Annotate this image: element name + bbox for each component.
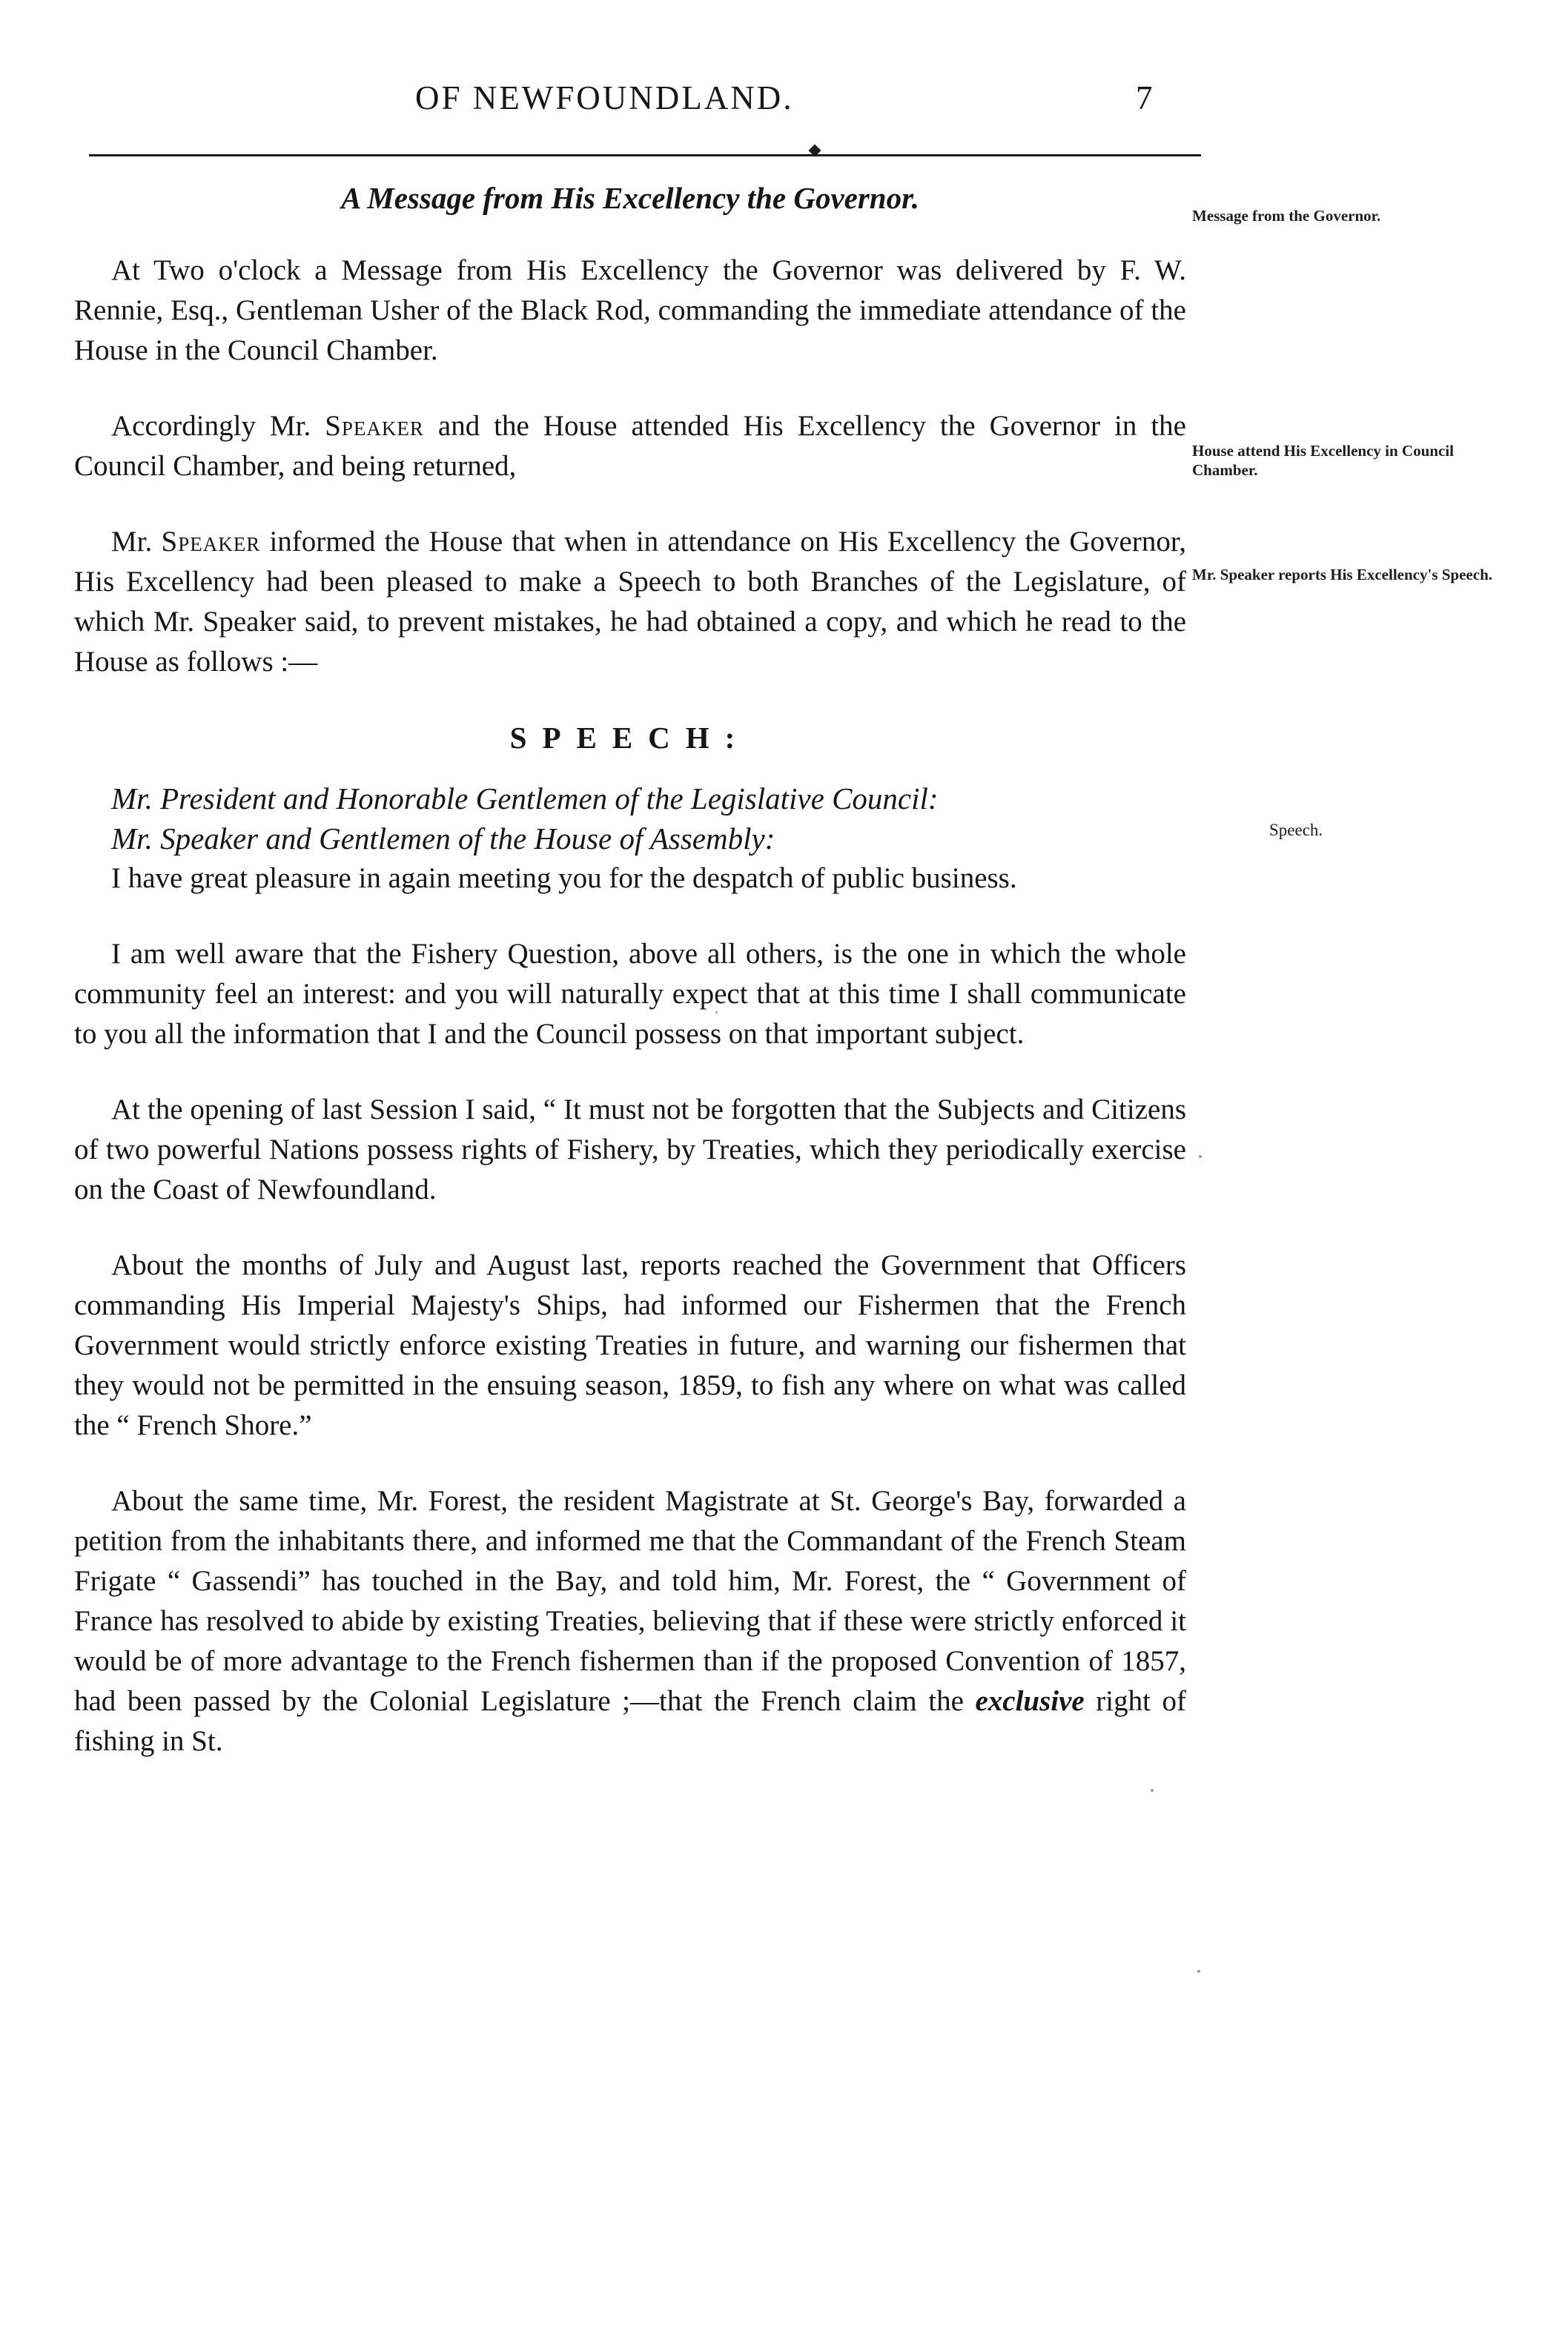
ink-mark <box>1199 1155 1202 1158</box>
speech-paragraph-4: About the months of July and August last, reports reached the Government that Officers commanding His Imperial Majesty's Ships, had informed our Fishermen that the French Government would strictly enforce existing Treaties in future, and warning our fishermen that they would not be permitted in the ensuing season, 1859, to fish any where on what was called the “ French Shore.” <box>74 1249 1186 1441</box>
ink-mark <box>1197 1970 1200 1973</box>
speech-paragraph-5-after-emphasis: right of fishing in St. <box>74 1685 1186 1757</box>
message-paragraph-2-suffix: and the House attended His Excellency the Governor in the Council Chamber, and being returned, <box>74 410 1186 482</box>
speech-paragraph-5-before-emphasis: About the same time, Mr. Forest, the resident Magistrate at St. George's Bay, forwarded a petition from the inhabitants there, and informed me that the Commandant of the French Steam Frigate “ Gassendi” has touched in the Bay, and told him, Mr. Forest, the “ Government of France has resolved to abide by existing Treaties, believing that if these were strictly enforced it would be of more advantage to the French fishermen than if the proposed Convention of 1857, had been passed by the Colonial Legislature ;—that the French claim the <box>74 1485 1186 1717</box>
speech-paragraph-2: I am well aware that the Fishery Question, above all others, is the one in which the whole community feel an interest: and you will naturally expect that at this time I shall communicate to you all the information that I and the Council possess on that important subject. <box>74 938 1186 1050</box>
speech-salutation-council: Mr. President and Honorable Gentlemen of the Legislative Council: <box>111 781 939 816</box>
speaker-small-caps: Speaker <box>325 410 424 442</box>
message-heading: A Message from His Excellency the Governor. <box>340 181 920 215</box>
message-paragraph-3 <box>74 522 1186 682</box>
message-paragraph-3-prefix: Mr. <box>111 526 162 558</box>
ink-mark <box>715 1011 718 1013</box>
speech-paragraph-3: At the opening of last Session I said, “ It must not be forgotten that the Subjects and Citizens of two powerful Nations possess rights of Fishery, by Treaties, which they periodically exercise on the Coast of Newfoundland. <box>74 1094 1186 1205</box>
running-head <box>89 76 1186 128</box>
speech-heading: SPEECH: <box>509 721 751 755</box>
running-title: OF NEWFOUNDLAND. <box>415 79 794 116</box>
message-paragraph-2-prefix: Accordingly Mr. <box>111 410 325 442</box>
ink-mark <box>1151 1789 1154 1792</box>
speech-paragraph-5 <box>74 1481 1186 1762</box>
sidenote-message: Message from the Governor. <box>1192 207 1381 225</box>
speaker-small-caps: Speaker <box>161 526 261 558</box>
message-paragraph-3-suffix: informed the House that when in attendance on His Excellency the Governor, His Excellency had been pleased to make a Speech to both Branches of the Legislature, of which Mr. Speaker said, to prevent mistakes, he had obtained a copy, and which he read to the House as follows :— <box>74 526 1186 678</box>
speech-emphasis: exclusive <box>975 1685 1085 1717</box>
page-number: 7 <box>1136 79 1153 116</box>
sidenote-house: House attend His Excellency in Council Chamber. <box>1192 442 1454 479</box>
speech-salutation-assembly: Mr. Speaker and Gentlemen of the House of Assembly: <box>111 821 775 856</box>
speech-paragraph-1: I have great pleasure in again meeting you for the despatch of public business. <box>111 862 1017 894</box>
sidenote-speaker: Mr. Speaker reports His Excellency's Speech. <box>1192 566 1492 583</box>
sidenote-speech: Speech. <box>1269 821 1323 839</box>
message-paragraph-2 <box>74 406 1186 486</box>
main-text-column <box>74 178 1186 1797</box>
header-rule <box>89 154 1201 156</box>
message-paragraph-1: At Two o'clock a Message from His Excellency the Governor was delivered by F. W. Rennie, Esq., Gentleman Usher of the Black Rod, commanding the immediate attendance of the House in the Council Chamber. <box>74 254 1186 366</box>
